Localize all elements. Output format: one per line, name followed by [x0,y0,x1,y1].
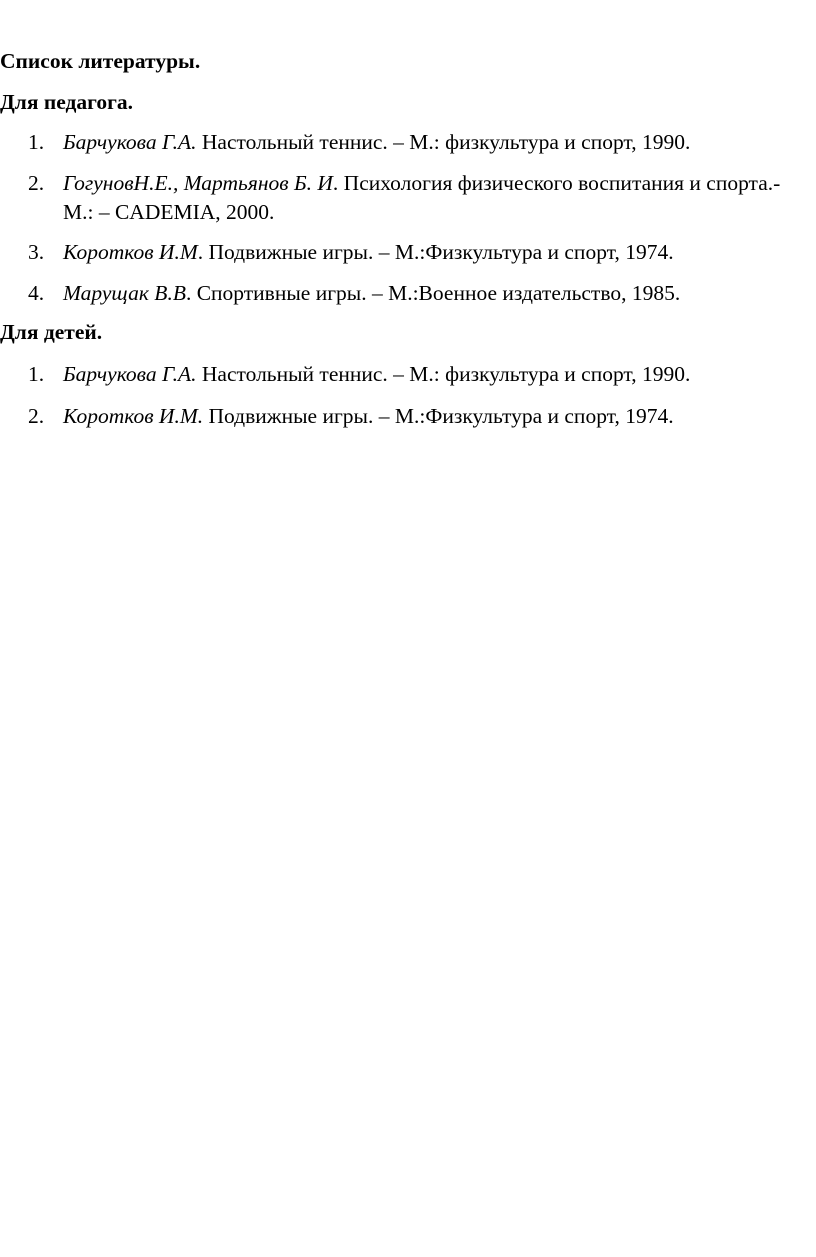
list-item-text [63,238,798,267]
list-item-citation: Настольный теннис. – М.: физкультура и спорт, 1990. [196,130,691,154]
list-item-number: 1. [28,362,45,386]
list-item-citation: . Спортивные игры. – М.:Военное издательство, 1985. [185,281,681,305]
list-item-text [63,279,798,308]
list-item-number: 3. [28,240,45,264]
list-item-author: ГогуновН.Е., Мартьянов Б. И [63,171,333,195]
list-item-citation: Настольный теннис. – М.: физкультура и спорт, 1990. [196,362,691,386]
list-item [28,128,798,157]
list-item-author: Коротков И.М [63,240,198,264]
list-item [28,169,798,227]
list-item-text [63,169,798,227]
list-item [28,279,798,308]
list-item-number: 1. [28,130,45,154]
section-heading-teacher: Для педагога. [0,90,133,114]
list-item [28,402,798,431]
list-item-text [63,402,798,431]
list-item [28,360,798,389]
list-item-number: 2. [28,404,45,428]
list-item-citation: . Психология физического воспитания и спорта.-М.: – CADEMIA, 2000. [63,171,781,224]
list-item-author: Коротков И.М. [63,404,204,428]
list-item-text [63,128,798,157]
section-heading-children: Для детей. [0,320,103,344]
list-item-number: 4. [28,281,45,305]
list-item-citation: . Подвижные игры. – М.:Физкультура и спорт, 1974. [197,240,674,264]
list-item-number: 2. [28,171,45,195]
list-item [28,238,798,267]
list-item-citation: Подвижные игры. – М.:Физкультура и спорт, 1974. [203,404,674,428]
list-item-author: Марущак В.В [63,281,186,305]
list-item-author: Барчукова Г.А. [63,362,197,386]
list-item-text [63,360,798,389]
document-title: Список литературы. [0,49,201,73]
list-item-author: Барчукова Г.А. [63,130,197,154]
